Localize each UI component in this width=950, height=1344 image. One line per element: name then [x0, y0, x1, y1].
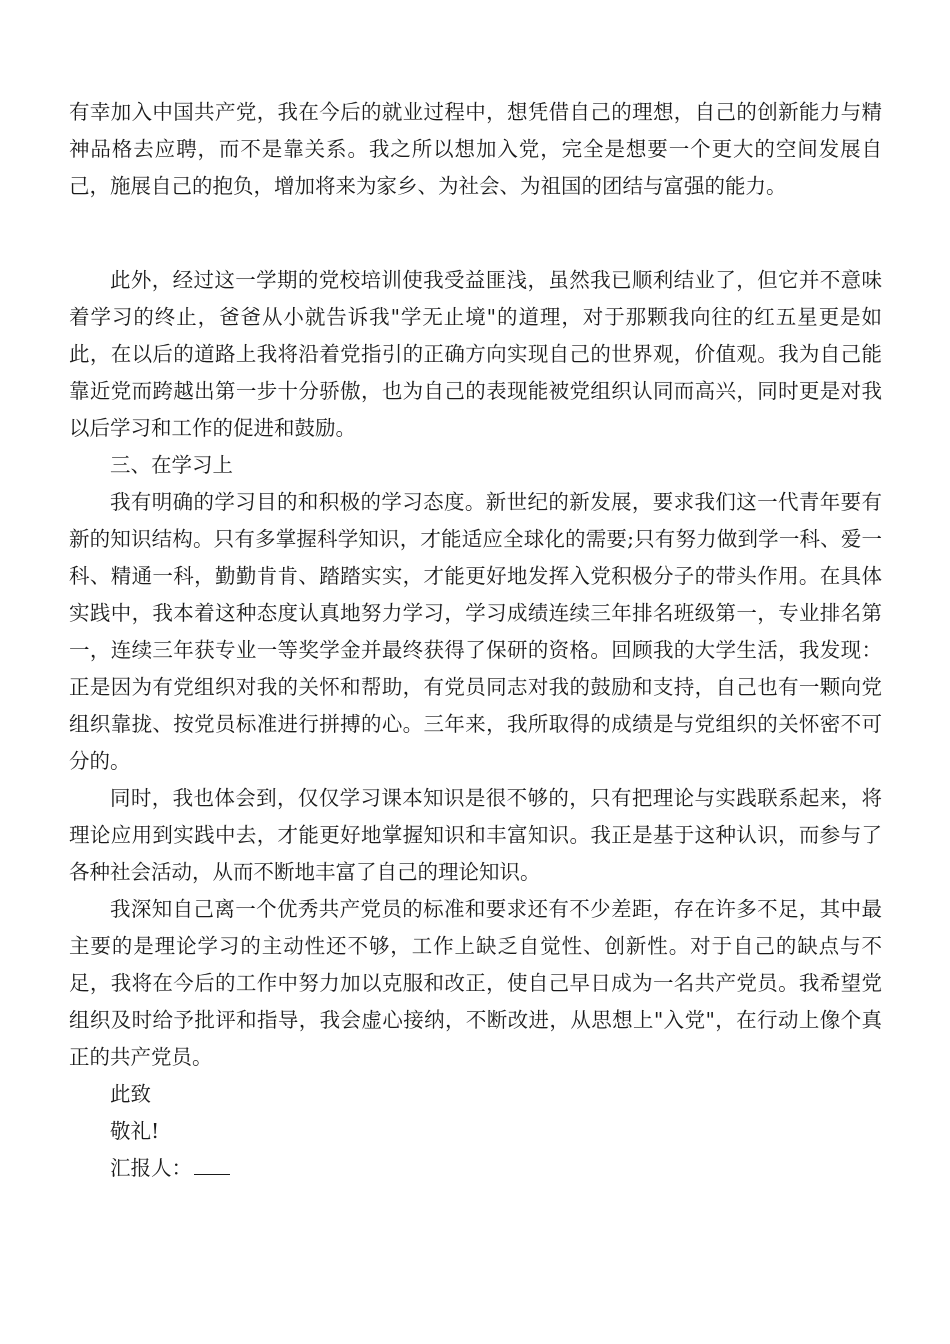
- reporter-label: 汇报人：: [110, 1156, 192, 1180]
- reporter-name-blank: [194, 1150, 230, 1175]
- paragraph-spacer: [69, 205, 882, 262]
- paragraph-career-motivation: 有幸加入中国共产党，我在今后的就业过程中，想凭借自己的理想，自己的创新能力与精神品格去应聘，而不是靠关系。我之所以想加入党，完全是想要一个更大的空间发展自己，施展自己的抱负，增加将来为家乡、为社会、为祖国的团结与富强的能力。: [69, 100, 882, 198]
- paragraph-study-attitude: 我有明确的学习目的和积极的学习态度。新世纪的新发展，要求我们这一代青年要有新的知识结构。只有多掌握科学知识，才能适应全球化的需要;只有努力做到学一科、爱一科、精通一科，勤勤肯肯、踏踏实实，才能更好地发挥入党积极分子的带头作用。在具体实践中，我本着这种态度认真地努力学习，学习成绩连续三年排名班级第一，专业排名第一，连续三年获专业一等奖学金并最终获得了保研的资格。回顾我的大学生活，我发现：正是因为有党组织对我的关怀和帮助，有党员同志对我的鼓励和支持，自己也有一颗向党组织靠拢、按党员标准进行拼搏的心。三年来，我所取得的成绩是与党组织的关怀密不可分的。: [69, 490, 882, 773]
- paragraph-theory-practice: 同时，我也体会到，仅仅学习课本知识是很不够的，只有把理论与实践联系起来，将理论应用到实践中去，才能更好地掌握知识和丰富知识。我正是基于这种认识，而参与了各种社会活动，从而不断地丰富了自己的理论知识。: [69, 786, 882, 884]
- paragraph-shortcomings: 我深知自己离一个优秀共产党员的标准和要求还有不少差距，存在许多不足，其中最主要的是理论学习的主动性还不够，工作上缺乏自觉性、创新性。对于自己的缺点与不足，我将在今后的工作中努力加以克服和改正，使自己早日成为一名共产党员。我希望党组织及时给予批评和指导，我会虚心接纳，不断改进，从思想上"入党"，在行动上像个真正的共产党员。: [69, 897, 882, 1069]
- reporter-line: [69, 1150, 882, 1187]
- closing-salute-2: 敬礼!: [110, 1119, 160, 1143]
- section-heading-study: 三、在学习上: [110, 453, 233, 477]
- closing-salute-1: 此致: [110, 1082, 151, 1106]
- paragraph-party-school-training: 此外，经过这一学期的党校培训使我受益匪浅，虽然我已顺利结业了，但它并不意味着学习的终止，爸爸从小就告诉我"学无止境"的道理，对于那颗我向往的红五星更是如此，在以后的道路上我将沿着党指引的正确方向实现自己的世界观，价值观。我为自己能靠近党而跨越出第一步十分骄傲，也为自己的表现能被党组织认同而高兴，同时更是对我以后学习和工作的促进和鼓励。: [69, 268, 882, 440]
- document-body: [69, 94, 882, 1187]
